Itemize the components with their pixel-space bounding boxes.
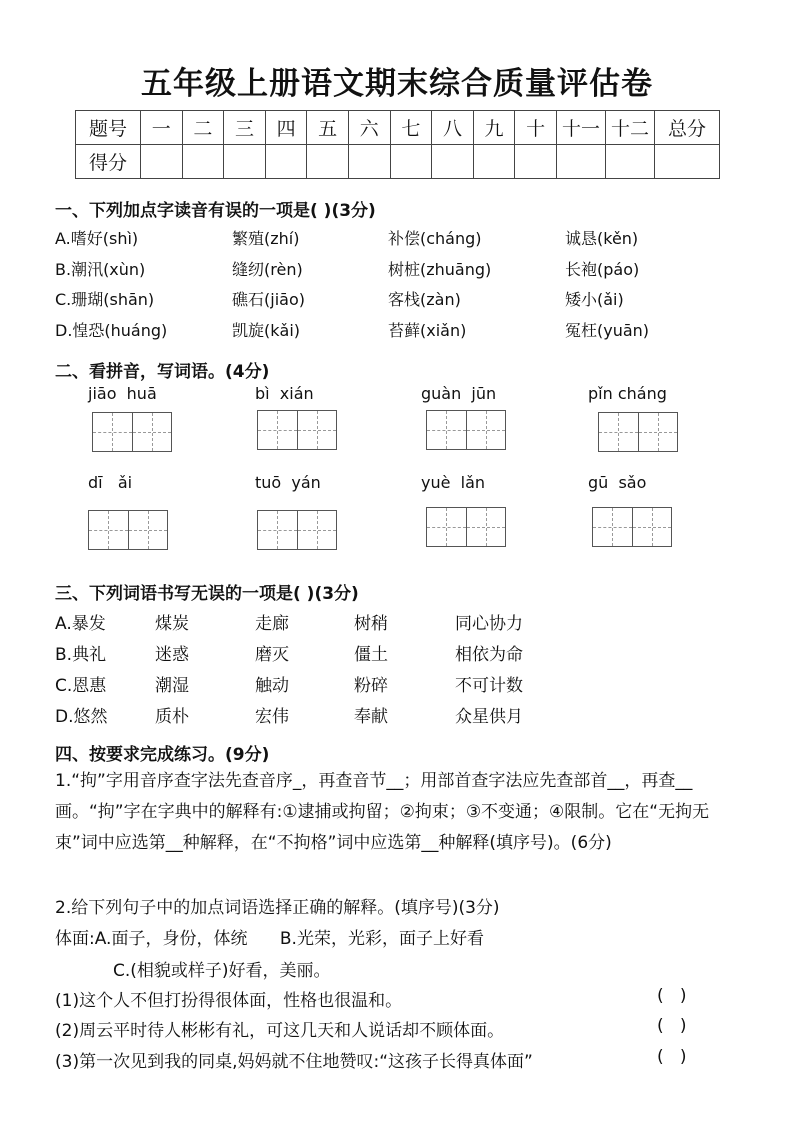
writing-grid[interactable] — [426, 507, 506, 547]
header-cell: 八 — [432, 111, 474, 145]
option-word: 不可计数 — [455, 676, 523, 696]
score-cell[interactable] — [557, 145, 606, 179]
answer-paren[interactable]: ( ) — [657, 986, 687, 1006]
option-word: 长袍(páo) — [565, 260, 640, 279]
header-cell: 十 — [515, 111, 557, 145]
score-cell[interactable] — [224, 145, 266, 179]
pinyin-label: gū sǎo — [588, 473, 647, 492]
option-word: 质朴 — [155, 707, 189, 727]
header-cell: 十一 — [557, 111, 606, 145]
option-word: B.潮汛(xùn) — [55, 260, 146, 279]
question-2-intro: 2.给下列句子中的加点词语选择正确的解释。(填序号)(3分) — [55, 898, 500, 918]
option-word: 补偿(cháng) — [388, 229, 482, 248]
option-word: 走廊 — [255, 614, 289, 634]
header-cell: 总分 — [655, 111, 720, 145]
header-cell: 三 — [224, 111, 266, 145]
score-cell[interactable] — [182, 145, 224, 179]
option-word: 同心协力 — [455, 614, 523, 634]
score-cell[interactable] — [606, 145, 655, 179]
option-word: 树稍 — [354, 614, 388, 634]
option-word: D.悠然 — [55, 707, 108, 727]
option-word: A.暴发 — [55, 614, 106, 634]
header-cell: 题号 — [76, 111, 141, 145]
score-table-header-row — [76, 111, 720, 145]
option-word: 客栈(zàn) — [388, 290, 461, 309]
option-word: 冤枉(yuān) — [565, 321, 650, 340]
option-word: 潮湿 — [155, 676, 189, 696]
writing-grid[interactable] — [92, 412, 172, 452]
option-word: 矮小(ǎi) — [565, 290, 624, 309]
score-cell[interactable] — [141, 145, 183, 179]
header-cell: 六 — [348, 111, 390, 145]
page-title: 五年级上册语文期末综合质量评估卷 — [141, 66, 653, 102]
option-word: 粉碎 — [354, 676, 388, 696]
option-word: B.典礼 — [55, 645, 107, 665]
question-2-item: (2)周云平时待人彬彬有礼，可这几天和人说话却不顾体面。 — [55, 1021, 505, 1041]
score-cell[interactable] — [307, 145, 349, 179]
writing-grid[interactable] — [257, 410, 337, 450]
option-word: 相依为命 — [455, 645, 523, 665]
writing-grid[interactable] — [592, 507, 672, 547]
option-word: 礁石(jiāo) — [232, 290, 305, 309]
score-cell[interactable] — [265, 145, 307, 179]
option-word: 众星供月 — [455, 707, 523, 727]
header-cell: 七 — [390, 111, 432, 145]
score-cell[interactable] — [473, 145, 515, 179]
header-cell: 四 — [265, 111, 307, 145]
score-cell[interactable] — [432, 145, 474, 179]
pinyin-label: guàn jūn — [421, 384, 497, 403]
header-cell: 十二 — [606, 111, 655, 145]
writing-grid[interactable] — [257, 510, 337, 550]
answer-paren[interactable]: ( ) — [657, 1016, 687, 1036]
section3-heading: 三、下列词语书写无误的一项是( )(3分) — [55, 584, 359, 604]
option-word: C.恩惠 — [55, 676, 107, 696]
header-cell: 二 — [182, 111, 224, 145]
pinyin-label: yuè lǎn — [421, 473, 486, 492]
option-word: 迷惑 — [155, 645, 189, 665]
option-word: D.惶恐(huáng) — [55, 321, 168, 340]
pinyin-label: bì xián — [255, 384, 314, 403]
option-word: 缝纫(rèn) — [232, 260, 303, 279]
pinyin-label: jiāo huā — [88, 384, 157, 403]
option-word: 树桩(zhuāng) — [388, 260, 492, 279]
pinyin-label: tuō yán — [255, 473, 321, 492]
option-word: 煤炭 — [155, 614, 189, 634]
pinyin-label: dī ǎi — [88, 473, 133, 492]
option-word: 磨灭 — [255, 645, 289, 665]
option-word: 凯旋(kǎi) — [232, 321, 301, 340]
header-cell: 五 — [307, 111, 349, 145]
writing-grid[interactable] — [88, 510, 168, 550]
writing-grid[interactable] — [426, 410, 506, 450]
score-cell[interactable] — [348, 145, 390, 179]
score-cell[interactable] — [655, 145, 720, 179]
question-2-item: (1)这个人不但打扮得很体面，性格也很温和。 — [55, 991, 403, 1011]
option-word: 触动 — [255, 676, 289, 696]
score-cell[interactable] — [390, 145, 432, 179]
question-2-item: (3)第一次见到我的同桌,妈妈就不住地赞叹:“这孩子长得真体面” — [55, 1052, 533, 1072]
score-cell[interactable] — [515, 145, 557, 179]
score-table-score-row — [76, 145, 720, 179]
option-word: 僵土 — [354, 645, 388, 665]
header-cell: 一 — [141, 111, 183, 145]
option-word: 宏伟 — [255, 707, 289, 727]
option-word: 苔藓(xiǎn) — [388, 321, 467, 340]
question-1-text: 1.“拘”字用音序查字法先查音序_，再查音节__；用部首查字法应先查部首__，再查__画。“拘”字在字典中的解释有:①逮捕或拘留；②拘束；③不变通；④限制。它在“无拘无束”词中应选第__种解释，在“不拘格”词中应选第__种解释(填序号)。(6分) — [55, 771, 710, 853]
section2-heading: 二、看拼音，写词语。(4分) — [55, 362, 270, 382]
option-word: A.嗜好(shì) — [55, 229, 139, 248]
answer-paren[interactable]: ( ) — [657, 1047, 687, 1067]
section1-heading: 一、下列加点字读音有误的一项是( )(3分) — [55, 201, 376, 221]
option-word: 奉献 — [354, 707, 388, 727]
definition-line: 体面:A.面子，身份，体统 B.光荣，光彩，面子上好看 — [55, 929, 484, 949]
pinyin-label: pǐn cháng — [588, 384, 667, 403]
writing-grid[interactable] — [598, 412, 678, 452]
option-word: 诚恳(kěn) — [565, 229, 639, 248]
section4-heading: 四、按要求完成练习。(9分) — [55, 745, 270, 765]
score-table — [75, 110, 720, 179]
definition-line: C.(相貌或样子)好看，美丽。 — [113, 961, 331, 981]
option-word: C.珊瑚(shān) — [55, 290, 155, 309]
row-label: 得分 — [76, 145, 141, 179]
header-cell: 九 — [473, 111, 515, 145]
option-word: 繁殖(zhí) — [232, 229, 300, 248]
